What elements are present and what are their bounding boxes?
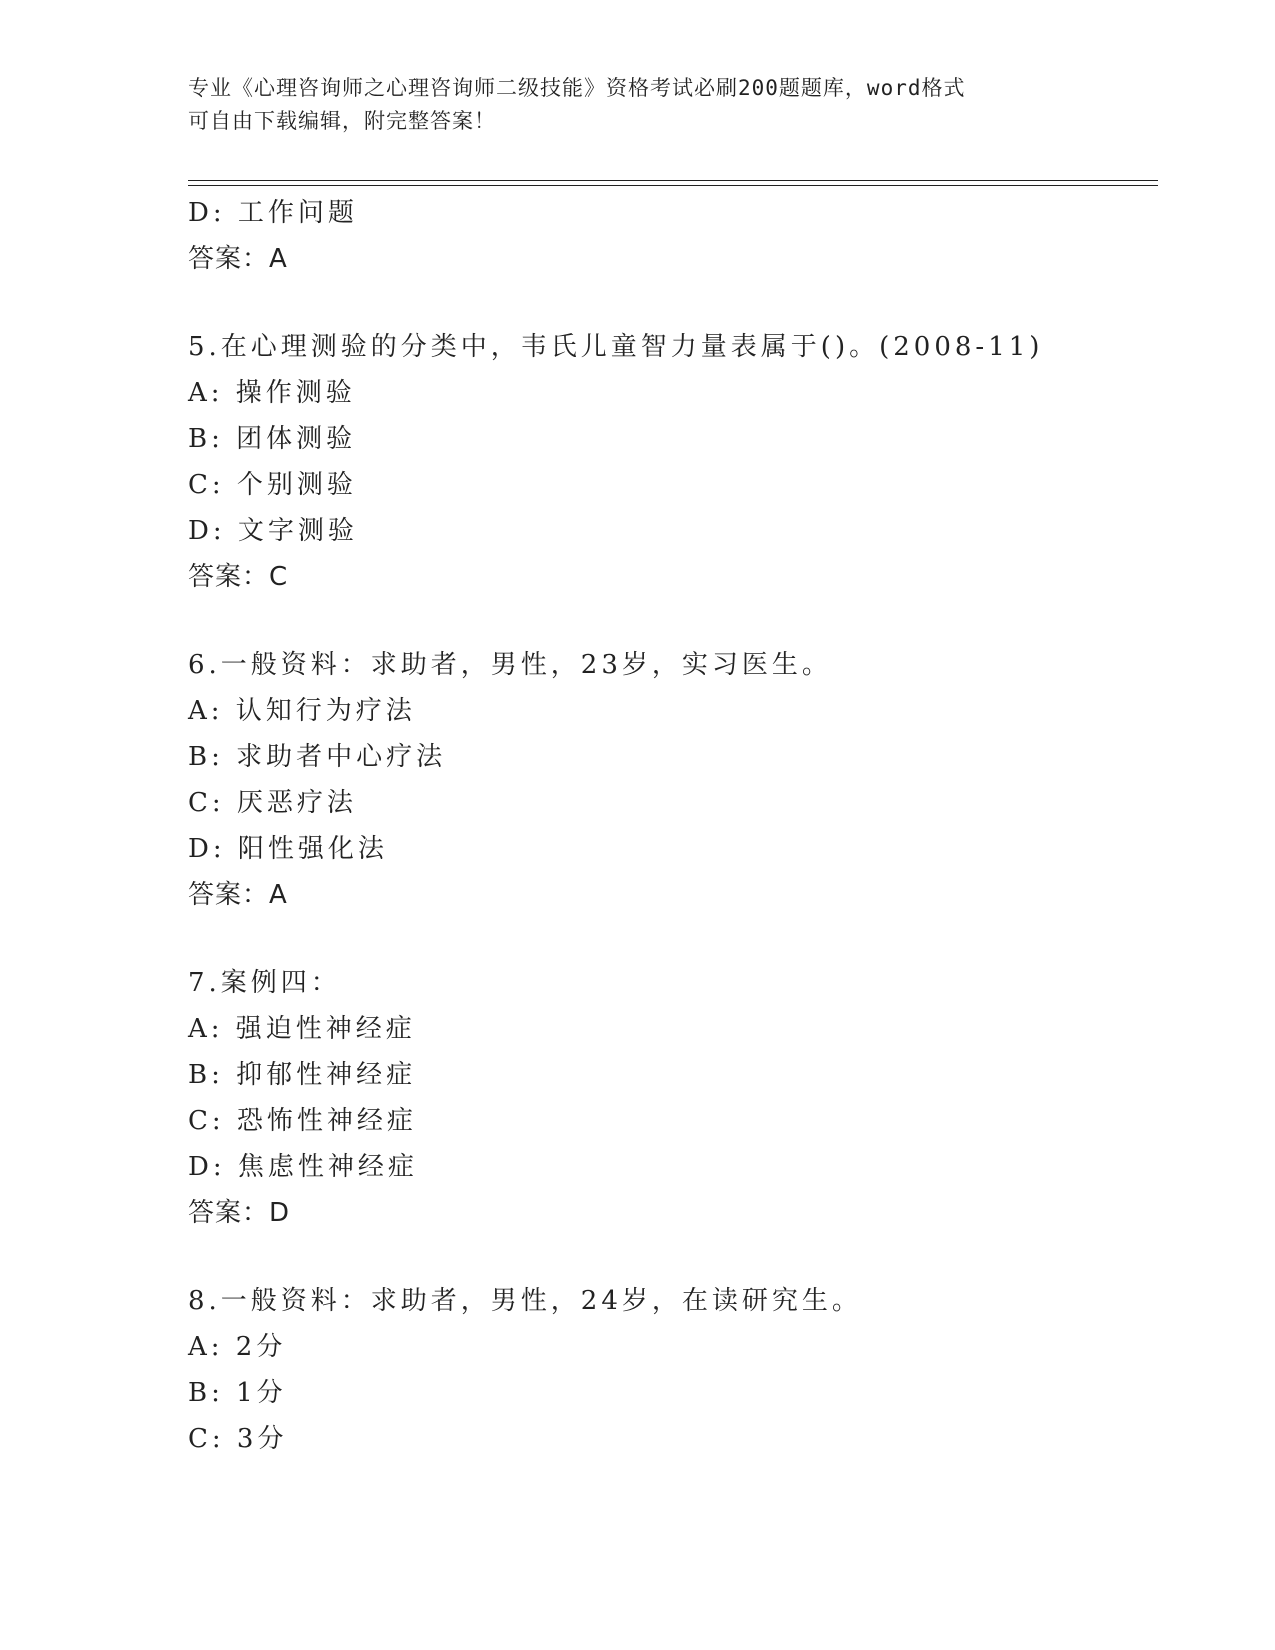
answer-line: 答案：A [188, 880, 288, 910]
answer-line: 答案：A [188, 244, 288, 274]
question-6 [188, 642, 1148, 918]
option-b: B: 1分 [188, 1378, 287, 1408]
document-header [188, 72, 1068, 138]
question-8 [188, 1278, 1148, 1462]
option-d: D: 阳性强化法 [188, 834, 388, 864]
question-stem: 5.在心理测验的分类中，韦氏儿童智力量表属于()。(2008-11) [188, 332, 1044, 362]
header-rule-bottom [188, 185, 1158, 186]
question-5 [188, 324, 1148, 600]
header-line-1: 专业《心理咨询师之心理咨询师二级技能》资格考试必刷200题题库，word格式 [188, 76, 966, 100]
header-rule-top [188, 180, 1158, 181]
question-stem: 6.一般资料：求助者，男性，23岁，实习医生。 [188, 650, 832, 680]
document-body [188, 190, 1148, 1462]
option-b: B: 求助者中心疗法 [188, 742, 447, 772]
question-7 [188, 960, 1148, 1236]
previous-question-tail [188, 190, 1148, 282]
option-a: A: 认知行为疗法 [188, 696, 416, 726]
question-stem: 7.案例四： [188, 968, 341, 998]
option-b: B: 团体测验 [188, 424, 357, 454]
option-a: A: 强迫性神经症 [188, 1014, 416, 1044]
option-c: C: 3分 [188, 1424, 288, 1454]
option-c: C: 厌恶疗法 [188, 788, 357, 818]
option-a: A: 操作测验 [188, 378, 356, 408]
option-b: B: 抑郁性神经症 [188, 1060, 417, 1090]
header-line-2: 可自由下载编辑，附完整答案！ [188, 109, 496, 133]
answer-line: 答案：D [188, 1198, 291, 1228]
option-c: C: 恐怖性神经症 [188, 1106, 417, 1136]
option-a: A: 2分 [188, 1332, 287, 1362]
option-c: C: 个别测验 [188, 470, 357, 500]
option-d: D: 焦虑性神经症 [188, 1152, 418, 1182]
question-stem: 8.一般资料：求助者，男性，24岁，在读研究生。 [188, 1286, 862, 1316]
answer-line: 答案：C [188, 562, 289, 592]
option-d: D: 文字测验 [188, 516, 358, 546]
option-d: D: 工作问题 [188, 198, 358, 228]
